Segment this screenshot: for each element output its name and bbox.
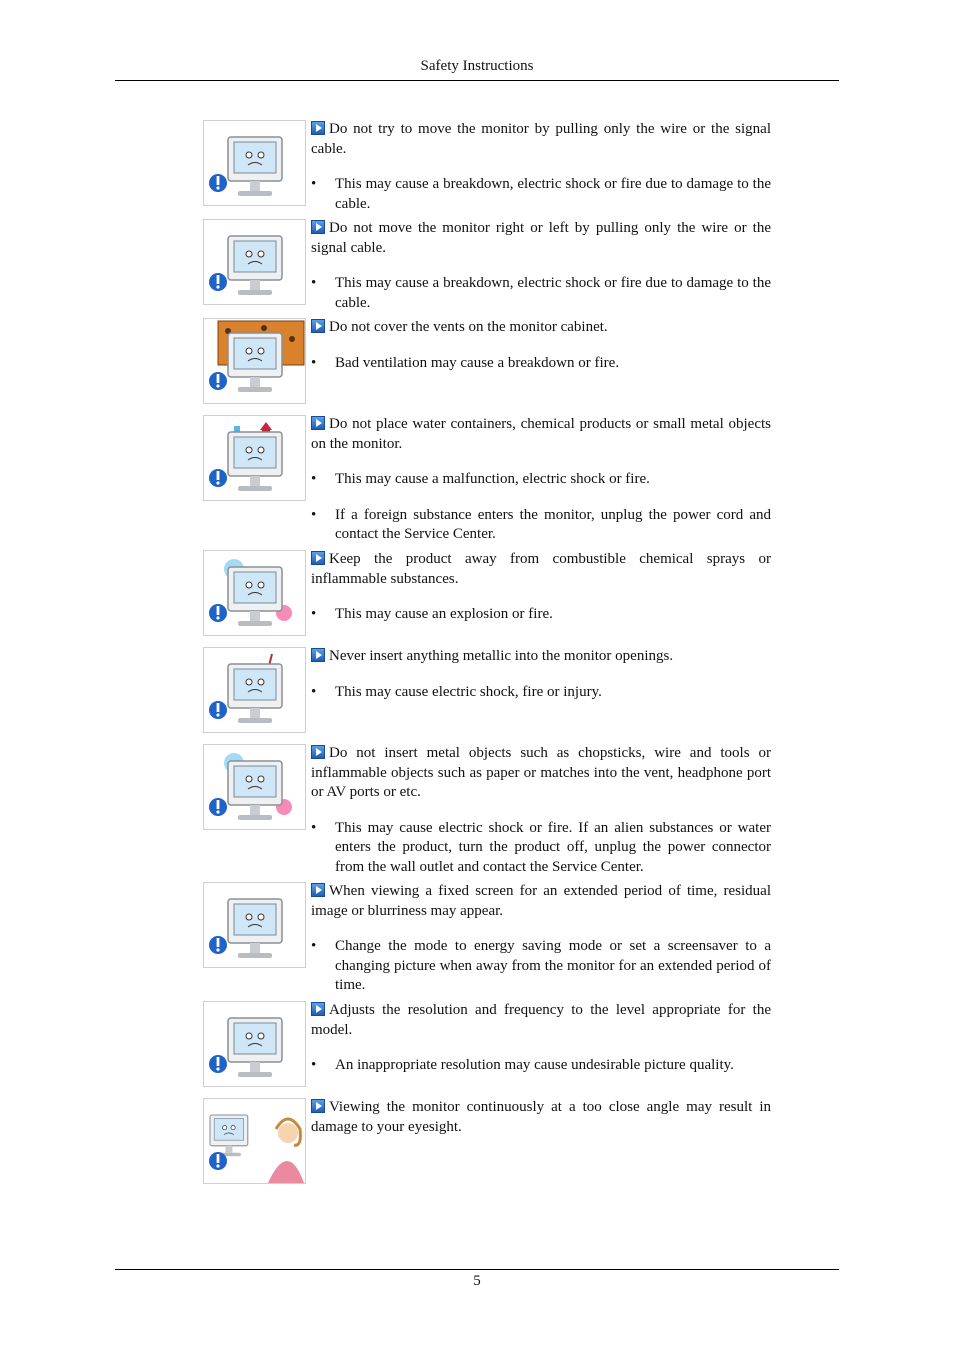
- monitor-covered-vents-icon: [203, 318, 306, 404]
- headline-text: Do not place water containers, chemical products or small metal objects on the monitor.: [311, 416, 771, 452]
- safety-headline: [311, 120, 771, 159]
- bullet-list: [311, 605, 771, 625]
- headline-text: Do not move the monitor right or left by pulling only the wire or the signal cable.: [311, 220, 771, 256]
- safety-item-text: [311, 318, 771, 373]
- bullet-list: [311, 819, 771, 878]
- blue-arrow-icon: [311, 745, 325, 759]
- safety-headline: [311, 550, 771, 589]
- bullet-item: • If a foreign substance enters the monitor, unplug the power cord and contact the Service Center.: [311, 506, 771, 545]
- bullet-item: • Bad ventilation may cause a breakdown or fire.: [311, 354, 771, 374]
- monitor-chopsticks-icon: [203, 744, 306, 830]
- safety-item-text: [311, 1001, 771, 1076]
- headline-text: Do not try to move the monitor by pulling only the wire or the signal cable.: [311, 121, 771, 157]
- monitor-swing-icon: [203, 219, 306, 305]
- safety-item-text: [311, 1098, 771, 1137]
- bullet-list: [311, 937, 771, 996]
- blue-arrow-icon: [311, 121, 325, 135]
- safety-item-text: [311, 744, 771, 877]
- safety-headline: [311, 415, 771, 454]
- headline-text: Adjusts the resolution and frequency to the level appropriate for the model.: [311, 1002, 771, 1038]
- bullet-item: • This may cause electric shock or fire. If an alien substances or water enters the product, turn the product off, unplug the power connector from the wall outlet and contact the Service Center.: [311, 819, 771, 878]
- bullet-item: • An inappropriate resolution may cause undesirable picture quality.: [311, 1056, 771, 1076]
- monitor-viewing-angle-icon: [203, 1098, 306, 1184]
- safety-headline: [311, 219, 771, 258]
- headline-text: Never insert anything metallic into the monitor openings.: [329, 648, 674, 664]
- bullet-list: [311, 470, 771, 545]
- headline-text: Do not cover the vents on the monitor cabinet.: [329, 319, 608, 335]
- headline-text: When viewing a fixed screen for an extended period of time, residual image or blurriness may appear.: [311, 883, 771, 919]
- safety-headline: [311, 882, 771, 921]
- headline-text: Viewing the monitor continuously at a too close angle may result in damage to your eyesight.: [311, 1099, 771, 1135]
- header-title: Safety Instructions: [420, 58, 534, 74]
- page-number: 5: [473, 1273, 481, 1289]
- bullet-list: [311, 1056, 771, 1076]
- header-rule: [115, 80, 839, 81]
- bullet-list: [311, 274, 771, 313]
- bullet-item: • This may cause a breakdown, electric shock or fire due to damage to the cable.: [311, 274, 771, 313]
- blue-arrow-icon: [311, 1099, 325, 1113]
- safety-item-text: [311, 882, 771, 996]
- bullet-item: • This may cause electric shock, fire or injury.: [311, 683, 771, 703]
- blue-arrow-icon: [311, 319, 325, 333]
- safety-headline: [311, 1098, 771, 1137]
- bullet-list: [311, 683, 771, 703]
- bullet-item: • Change the mode to energy saving mode or set a screensaver to a changing picture when away from the monitor for an extended period of time.: [311, 937, 771, 996]
- headline-text: Keep the product away from combustible chemical sprays or inflammable substances.: [311, 551, 771, 587]
- blue-arrow-icon: [311, 1002, 325, 1016]
- blue-arrow-icon: [311, 883, 325, 897]
- monitor-fixed-screen-icon: [203, 882, 306, 968]
- bullet-item: • This may cause a malfunction, electric shock or fire.: [311, 470, 771, 490]
- monitor-resolution-icon: [203, 1001, 306, 1087]
- bullet-item: • This may cause a breakdown, electric shock or fire due to damage to the cable.: [311, 175, 771, 214]
- bullet-item: • This may cause an explosion or fire.: [311, 605, 771, 625]
- headline-text: Do not insert metal objects such as chopsticks, wire and tools or inflammable objects such as paper or matches into the vent, headphone port or AV ports or etc.: [311, 745, 771, 800]
- blue-arrow-icon: [311, 648, 325, 662]
- monitor-metal-insert-icon: [203, 647, 306, 733]
- monitor-spray-icon: [203, 550, 306, 636]
- safety-item-text: [311, 219, 771, 313]
- safety-headline: [311, 647, 771, 667]
- bullet-list: [311, 175, 771, 214]
- blue-arrow-icon: [311, 416, 325, 430]
- blue-arrow-icon: [311, 220, 325, 234]
- safety-headline: [311, 318, 771, 338]
- safety-item-text: [311, 550, 771, 625]
- safety-headline: [311, 744, 771, 803]
- safety-headline: [311, 1001, 771, 1040]
- footer-rule: [115, 1269, 839, 1270]
- safety-item-text: [311, 647, 771, 702]
- bullet-list: [311, 354, 771, 374]
- monitor-cable-pull-icon: [203, 120, 306, 206]
- safety-item-text: [311, 120, 771, 214]
- safety-item-text: [311, 415, 771, 545]
- monitor-objects-on-top-icon: [203, 415, 306, 501]
- blue-arrow-icon: [311, 551, 325, 565]
